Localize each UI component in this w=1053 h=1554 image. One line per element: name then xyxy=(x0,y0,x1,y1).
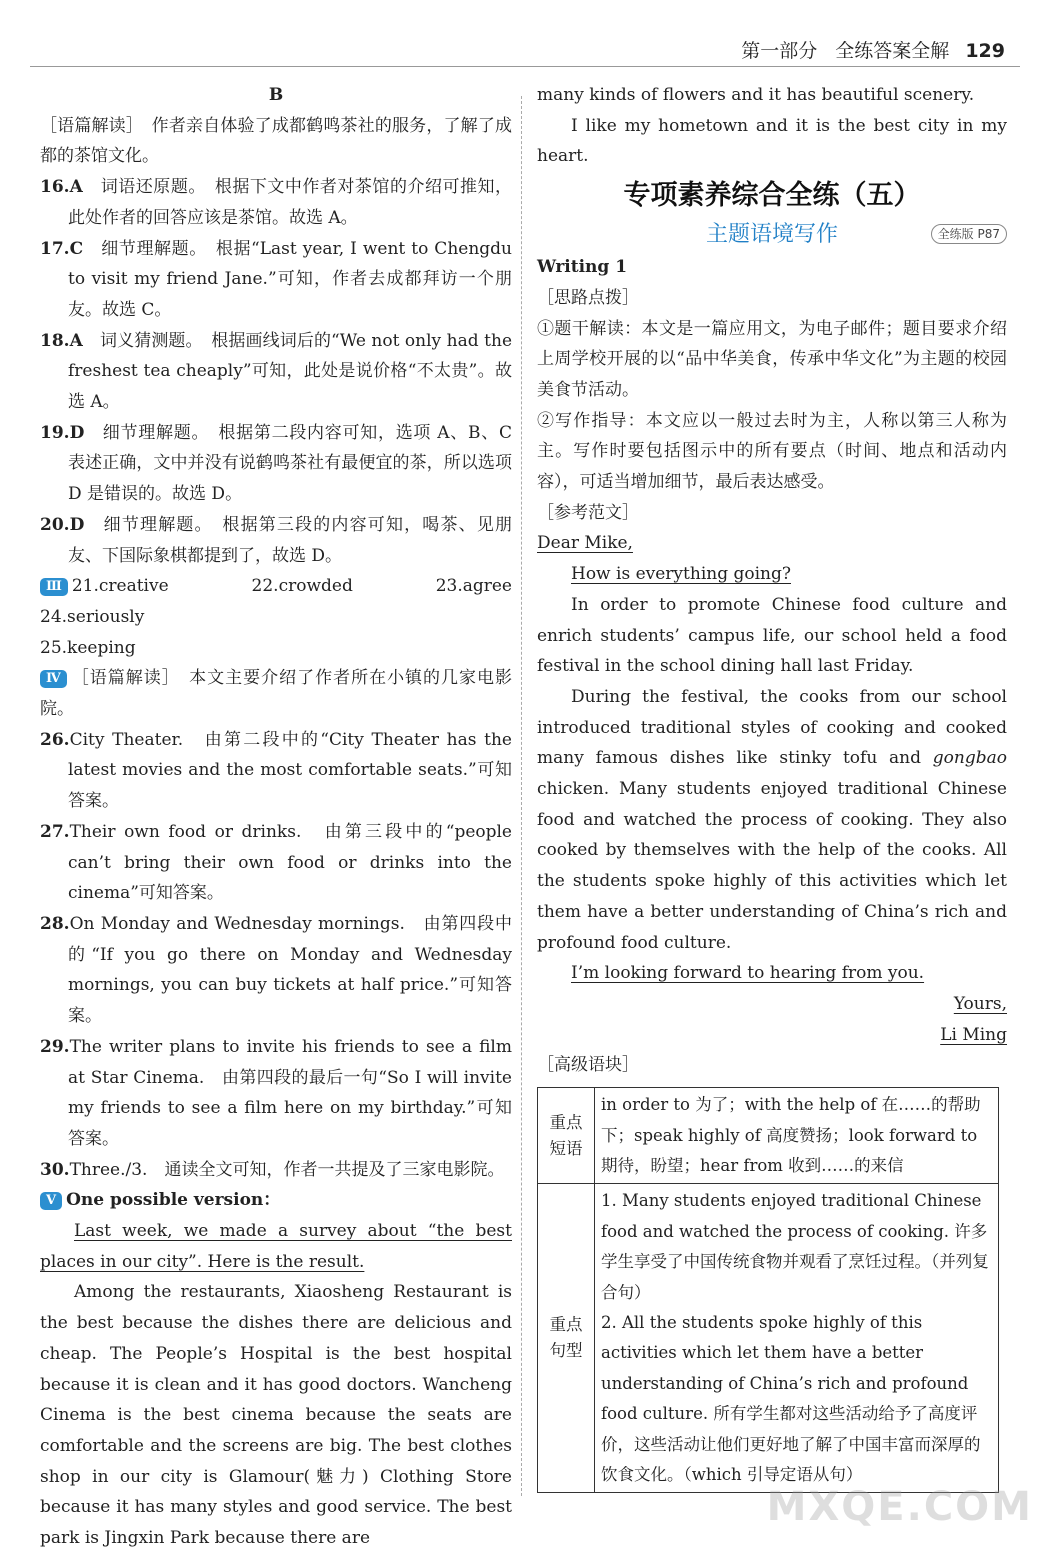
sample-label: ［参考范文］ xyxy=(537,502,639,523)
column-divider xyxy=(521,96,522,1496)
email-greeting: Dear Mike, xyxy=(537,533,633,554)
answer-number: 16.A xyxy=(40,177,83,198)
reference-tag: 全练版 P87 xyxy=(931,224,1007,244)
answer-text: The writer plans to invite his friends to see a film at Star Cinema. 由第四段的最后一句“So I will invite my friends to see a film here on my birthday.”可知答案。 xyxy=(68,1036,512,1149)
watermark: MXQE.COM xyxy=(766,1484,1033,1530)
left-column xyxy=(40,80,535,1554)
email-closing: I’m looking forward to hearing from you. xyxy=(571,963,925,984)
answer-item xyxy=(40,418,512,510)
answer-item xyxy=(40,1155,512,1186)
email-opening: How is everything going? xyxy=(571,564,791,585)
answer-text: 词语还原题。 根据下文中作者对茶馆的介绍可推知，此处作者的回答应该是茶馆。故选 A。 xyxy=(68,177,512,228)
section-5-label: Ⅴ One possible version： xyxy=(40,1185,512,1216)
answer-item xyxy=(40,234,512,326)
answer-number: 19.D xyxy=(40,422,85,443)
answer-text: Their own food or drinks. 由第三段中的“people can’t bring their own food or drinks into the cinema”可知答案。 xyxy=(68,821,512,904)
essay-closing-paragraph: I like my hometown and it is the best city in my heart. xyxy=(537,115,1007,167)
section-5-badge: Ⅴ xyxy=(40,1192,62,1210)
email-signoff: Yours, xyxy=(953,993,1007,1014)
answer-item xyxy=(40,1032,512,1155)
answer-text: 词义猜测题。 根据画线词后的“We not only had the freshest tea cheaply”可知，此处是说价格“不太贵”。故选 A。 xyxy=(68,330,512,413)
table-row-label: 重点短语 xyxy=(538,1088,595,1184)
answer-text: 细节理解题。 根据第三段的内容可知，喝茶、见朋友、下国际象棋都提到了，故选 D。 xyxy=(68,514,512,566)
answer-item xyxy=(40,172,512,233)
right-column xyxy=(537,80,1007,1493)
email-paragraph-2: During the festival, the cooks from our school introduced traditional styles of cooking and cooked many famous dishes like stinky tofu and gongbao chicken. Many students enjoyed traditional Chinese food and watched the process of cooking. They also cooked by themselves with the help of the cooks. All the students spoke highly of this activities which let them have a better understanding of China’s rich and profound food culture. xyxy=(537,686,1007,953)
phrases-label: ［高级语块］ xyxy=(537,1055,639,1076)
answer-item xyxy=(40,326,512,418)
answer-number: 29. xyxy=(40,1036,70,1057)
reading-summary-b: ［语篇解读］ 作者亲自体验了成都鹤鸣茶社的服务，了解了成都的茶馆文化。 xyxy=(40,115,512,167)
page-header xyxy=(741,36,1005,63)
answer-number: 20.D xyxy=(40,514,85,535)
key-phrases-table xyxy=(537,1087,999,1493)
section-5-body: Among the restaurants, Xiaosheng Restaurant is the best because the dishes there are delicious and cheap. The People’s Hospital is the best hospital because it is clean and it has good doctors. Wancheng Cinema is the best cinema because the seats are comfortable and the screens are big. The best clothes shop in our city is Glamour(魅力) Clothing Store because it has many styles and good service. The best park is Jingxin Park because there are xyxy=(40,1282,512,1549)
answer-item xyxy=(40,725,512,817)
table-row-label: 重点句型 xyxy=(538,1184,595,1493)
answer-item xyxy=(40,817,512,909)
page-number: 129 xyxy=(965,40,1005,62)
answer-number: 30. xyxy=(40,1159,70,1180)
section-4-badge: Ⅳ xyxy=(40,670,67,688)
table-row xyxy=(538,1088,999,1184)
answer-25: 25.keeping xyxy=(40,637,136,658)
header-section: 第一部分 xyxy=(741,40,818,62)
answer-number: 28. xyxy=(40,913,70,934)
header-subtitle: 全练答案全解 xyxy=(835,40,950,62)
section-title: 专项素养综合全练（五） xyxy=(623,180,921,212)
header-divider xyxy=(30,66,1020,67)
section-3-answers: Ⅲ 21.creative 22.crowded 23.agree 24.seriously xyxy=(40,576,535,627)
section-3-badge: Ⅲ xyxy=(40,578,68,596)
answer-number: 26. xyxy=(40,729,70,750)
answer-item xyxy=(40,909,512,1032)
table-row xyxy=(538,1184,999,1493)
email-signature: Li Ming xyxy=(940,1024,1007,1045)
section-subtitle: 主题语境写作 全练版 P87 xyxy=(537,218,1007,252)
answer-number: 27. xyxy=(40,821,70,842)
hint-2: ②写作指导：本文应以一般过去时为主，人称以第三人称为主。写作时要包括图示中的所有要点（时间、地点和活动内容），可适当增加细节，最后表达感受。 xyxy=(537,410,1007,493)
answer-text: 细节理解题。 根据第二段内容可知，选项 A、B、C 表述正确，文中并没有说鹤鸣茶社有最便宜的茶，所以选项 D 是错误的。故选 D。 xyxy=(68,422,512,505)
answer-number: 17.C xyxy=(40,238,84,259)
hint-label: ［思路点拨］ xyxy=(537,287,639,308)
email-paragraph-1: In order to promote Chinese food culture and enrich students’ campus life, our school held a food festival in the school dining hall last Friday. xyxy=(537,594,1007,677)
writing-label: Writing 1 xyxy=(537,257,628,278)
answer-number: 18.A xyxy=(40,330,83,351)
answer-text: Three./3. 通读全文可知，作者一共提及了三家电影院。 xyxy=(69,1159,505,1180)
answer-text: City Theater. 由第二段中的“City Theater has the latest movies and the most comfortable seats.”可知答案。 xyxy=(68,729,512,812)
table-row-content: 1. Many students enjoyed traditional Chinese food and watched the process of cooking. 许多学生享受了中国传统食物并观看了烹饪过程。（并列复合句） 2. All the students spoke highly of this activities which let them have a better understanding of China’s rich and profound food culture. 所有学生都对这些活动给予了高度评价，这些活动让他们更好地了解了中国丰富而深厚的饮食文化。（which 引导定语从句） xyxy=(595,1184,999,1493)
answers-16-20 xyxy=(40,172,512,571)
hint-1: ①题干解读：本文是一篇应用文，为电子邮件；题目要求介绍上周学校开展的以“品中华美食，传承中华文化”为主题的校园美食节活动。 xyxy=(537,318,1007,400)
answer-item xyxy=(40,510,512,571)
answer-text: On Monday and Wednesday mornings. 由第四段中的“If you go there on Monday and Wednesday mornings, you can buy tickets at half price.”可知答案。 xyxy=(68,913,512,1027)
table-row-content: in order to 为了；with the help of 在……的帮助下；speak highly of 高度赞扬；look forward to 期待，盼望；hear from 收到……的来信 xyxy=(595,1088,999,1184)
section-5-intro: Last week, we made a survey about “the best places in our city”. Here is the result. xyxy=(40,1221,512,1272)
answers-26-30 xyxy=(40,725,512,1186)
answer-text: 细节理解题。 根据“Last year, I went to Chengdu to visit my friend Jane.”可知，作者去成都拜访一个朋友。故选 C。 xyxy=(68,238,512,320)
section-4-reading: Ⅳ ［语篇解读］ 本文主要介绍了作者所在小镇的几家电影院。 xyxy=(40,668,512,720)
essay-continued: many kinds of flowers and it has beautiful scenery. xyxy=(537,85,975,105)
section-b-heading: B xyxy=(268,85,284,105)
